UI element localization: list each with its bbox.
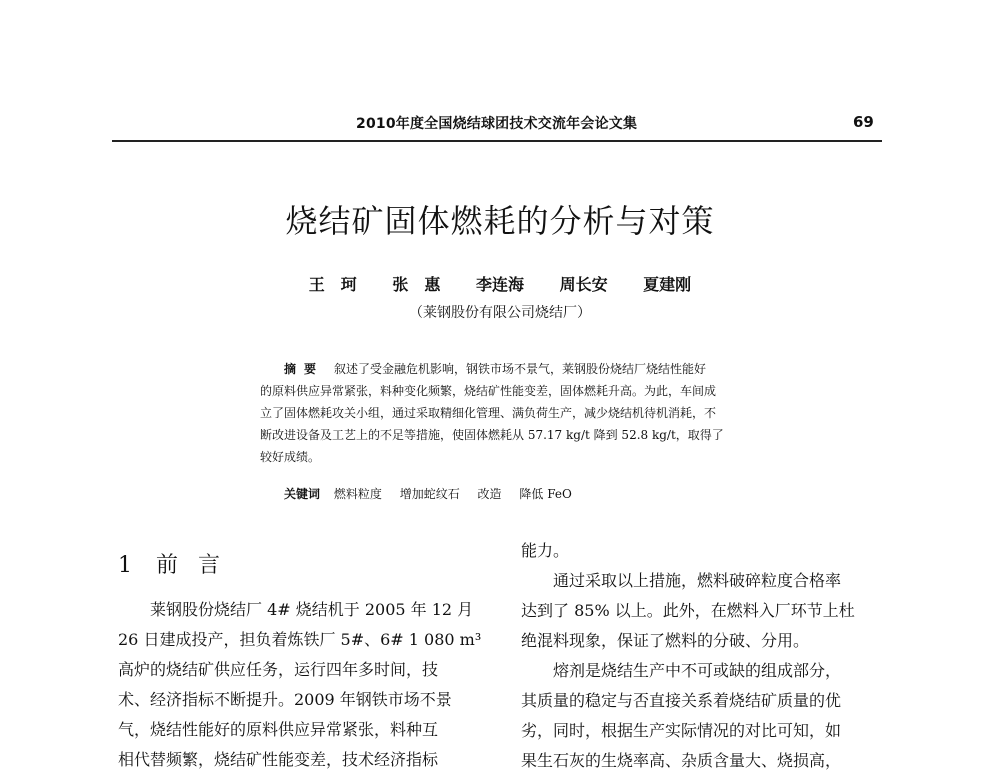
abstract-line: 的原料供应异常紧张，料种变化频繁，烧结矿性能变差，固体燃耗升高。为此，车间成 (260, 384, 717, 398)
section-title: 前言 (156, 553, 241, 578)
keyword: 改造 (477, 487, 502, 501)
section-number: 1 (118, 553, 132, 578)
running-head (0, 111, 1000, 135)
body-line: 能力。 (521, 541, 570, 560)
author-list (0, 272, 1000, 295)
body-line: 其质量的稳定与否直接关系着烧结矿质量的优 (521, 691, 842, 710)
author: 王 珂 (308, 275, 357, 294)
keywords-label: 关键词 (284, 487, 321, 501)
body-line: 达到了 85% 以上。此外，在燃料入厂环节上杜 (521, 601, 855, 620)
author: 张 惠 (392, 275, 441, 294)
body-line: 26 日建成投产，担负着炼铁厂 5#、6# 1 080 m³ (118, 630, 482, 649)
author: 李连海 (475, 275, 524, 294)
body-line: 绝混料现象，保证了燃料的分破、分用。 (521, 631, 810, 650)
author: 周长安 (559, 275, 608, 294)
affiliation: （莱钢股份有限公司烧结厂） (409, 305, 591, 321)
proceedings-title: 2010年度全国烧结球团技术交流年会论文集 (356, 116, 638, 132)
keyword: 燃料粒度 (333, 487, 382, 501)
abstract-line: 较好成绩。 (260, 450, 321, 464)
keywords (284, 485, 586, 502)
abstract (260, 358, 772, 468)
body-line: 相代替频繁，烧结矿性能变差，技术经济指标 (118, 750, 439, 769)
keyword: 降低 FeO (519, 487, 572, 501)
body-line: 高炉的烧结矿供应任务，运行四年多时间，技 (118, 660, 439, 679)
author: 夏建刚 (643, 275, 692, 294)
body-line: 莱钢股份烧结厂 4# 烧结机于 2005 年 12 月 (118, 600, 474, 619)
section-heading (118, 548, 240, 579)
body-line: 术、经济指标不断提升。2009 年钢铁市场不景 (118, 690, 452, 709)
paper-title: 烧结矿固体燃耗的分析与对策 (285, 202, 715, 240)
page-number: 69 (853, 113, 874, 131)
abstract-line: 立了固体燃耗攻关小组，通过采取精细化管理、满负荷生产，减少烧结机待机消耗，不 (260, 406, 717, 420)
body-line: 果生石灰的生烧率高、杂质含量大、烧损高， (521, 751, 842, 770)
body-line: 通过采取以上措施，燃料破碎粒度合格率 (521, 571, 842, 590)
abstract-label: 摘要 (284, 362, 325, 376)
body-line: 劣，同时，根据生产实际情况的对比可知，如 (521, 721, 842, 740)
body-line: 气，烧结性能好的原料供应异常紧张，料种互 (118, 720, 439, 739)
abstract-line: 摘要 叙述了受金融危机影响，钢铁市场不景气，莱钢股份烧结厂烧结性能好 (284, 362, 707, 376)
keyword: 增加蛇纹石 (399, 487, 460, 501)
abstract-line: 断改进设备及工艺上的不足等措施，使固体燃耗从 57.17 kg/t 降到 52.8 kg/t，取得了 (260, 428, 724, 442)
body-line: 熔剂是烧结生产中不可或缺的组成部分， (521, 661, 842, 680)
header-rule (112, 140, 882, 142)
